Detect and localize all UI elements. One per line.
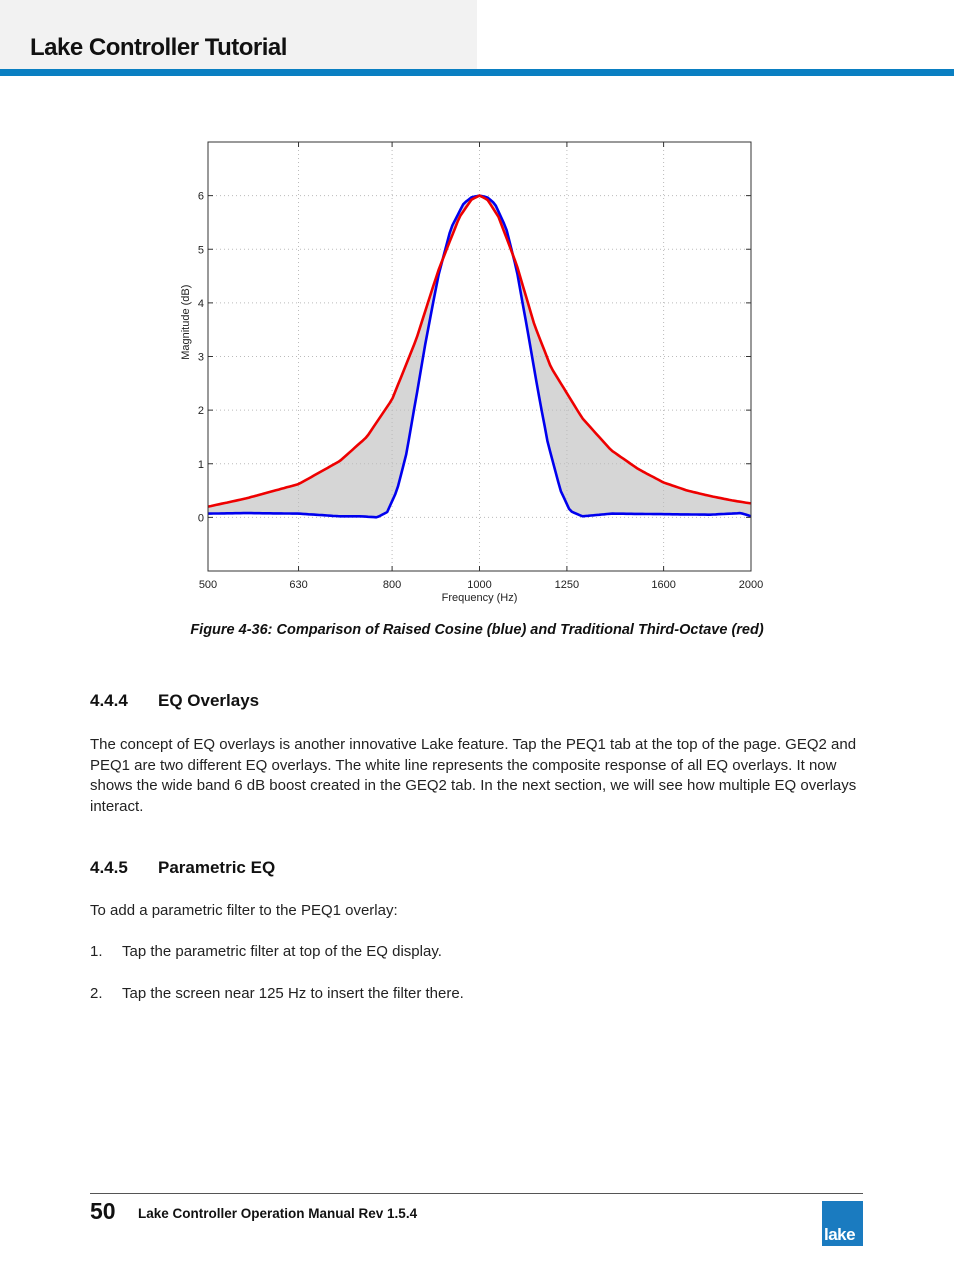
- x-tick-label: 630: [289, 579, 308, 591]
- step-item-2: [90, 985, 464, 1002]
- section-title: EQ Overlays: [158, 691, 260, 710]
- parametric-eq-intro: To add a parametric filter to the PEQ1 overlay:: [90, 902, 398, 919]
- step-text: Tap the screen near 125 Hz to insert the filter there.: [122, 985, 464, 1002]
- x-tick-label: 800: [382, 579, 402, 591]
- step-number: 1.: [90, 943, 103, 960]
- y-tick-label: 0: [197, 512, 204, 525]
- section-heading-eq-overlays: [90, 691, 259, 711]
- y-tick-label: 3: [197, 351, 204, 364]
- step-text: Tap the parametric filter at top of the EQ display.: [122, 943, 442, 960]
- x-tick-label: 500: [198, 579, 218, 591]
- x-axis-label: Frequency (Hz): [441, 592, 518, 604]
- x-tick-label: 1000: [467, 579, 492, 591]
- step-item-1: [90, 943, 442, 960]
- y-tick-label: 5: [197, 244, 204, 257]
- y-axis-label: Magnitude (dB): [180, 284, 192, 360]
- x-tick-label: 2000: [738, 579, 764, 591]
- header-rule: [0, 69, 954, 76]
- section-title: Parametric EQ: [158, 858, 276, 877]
- y-tick-label: 1: [197, 458, 204, 471]
- footer-rule: [90, 1193, 863, 1194]
- section-number: 4.4.5: [90, 858, 128, 877]
- lake-logo-text: lake: [824, 1225, 856, 1244]
- y-tick-label: 2: [197, 405, 204, 418]
- lake-logo: [822, 1201, 863, 1246]
- footer-manual-title: Lake Controller Operation Manual Rev 1.5.4: [138, 1206, 418, 1221]
- figure-caption: Figure 4-36: Comparison of Raised Cosine (blue) and Traditional Third-Octave (red): [190, 622, 764, 638]
- section-number: 4.4.4: [90, 691, 128, 710]
- eq-comparison-chart: [175, 135, 775, 615]
- step-number: 2.: [90, 985, 103, 1002]
- page-number: 50: [90, 1198, 116, 1224]
- y-tick-label: 4: [197, 297, 204, 310]
- section-heading-parametric-eq: [90, 858, 275, 878]
- x-tick-label: 1250: [554, 579, 580, 591]
- page-header-title: Lake Controller Tutorial: [30, 34, 287, 61]
- y-tick-label: 6: [197, 190, 204, 203]
- eq-overlays-paragraph: The concept of EQ overlays is another innovative Lake feature. Tap the PEQ1 tab at the top of the page. GEQ2 and PEQ1 are two different EQ overlays. The white line represents the composite response of all EQ overlays. It now shows the wide band 6 dB boost created in the GEQ2 tab. In the next section, we will see how multiple EQ overlays interact.: [90, 736, 857, 815]
- x-tick-label: 1600: [651, 579, 676, 591]
